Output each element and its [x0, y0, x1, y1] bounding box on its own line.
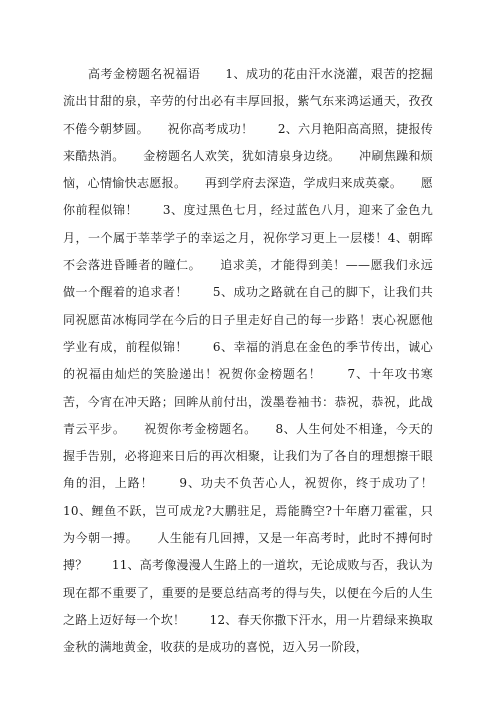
body-paragraph: 高考金榜题名祝福语 1、成功的花由汗水浇灌，艰苦的挖掘流出甘甜的泉，辛劳的付出必有丰厚回报，紫气东来鸿运通天，孜孜不倦今朝梦圆。 祝你高考成功！ 2、六月艳阳高高照，捷报传来酷热消。 金榜题名人欢笑，犹如清泉身边绕。 冲刷焦躁和烦恼，心情愉快志愿报。 再到学府去深造，学成归来成英豪。 愿你前程似锦！ 3、度过黑色七月，经过蓝色八月，迎来了金色九月，一个属于莘莘学子的幸运之月，祝你学习更上一层楼！4、朝晖不会落进昏睡者的瞳仁。 追求美，才能得到美！——愿我们永远做一个醒着的追求者！ 5、成功之路就在自己的脚下，让我们共同祝愿苗冰梅同学在今后的日子里走好自己的每一步路！衷心祝愿他学业有成，前程似锦！ 6、幸福的消息在金色的季节传出，诚心的祝福由灿烂的笑脸递出！祝贺你金榜题名！ 7、十年攻书寒苦，今宵在冲天路；回眸从前付出，泼墨卷袖书：恭祝，恭祝，此战青云平步。 祝贺你考金榜题名。 8、人生何处不相逢，今天的握手告别，必将迎来日后的再次相聚，让我们为了各自的理想擦干眼角的泪，上路！ 9、功夫不负苦心人，祝贺你，终于成功了！ 10、鲤鱼不跃，岂可成龙?大鹏驻足，焉能腾空?十年磨刀霍霍，只为今朝一搏。 人生能有几回搏，又是一年高考时，此时不搏何时搏？ 11、高考像漫漫人生路上的一道坎，无论成败与否，我认为现在都不重要了，重要的是要总结高考的得与失，以便在今后的人生之路上迈好每一个坎！ 12、春天你撒下汗水，用一片碧绿来换取金秋的满地黄金，收获的是成功的喜悦，迈入另一阶段， [63, 67, 458, 655]
